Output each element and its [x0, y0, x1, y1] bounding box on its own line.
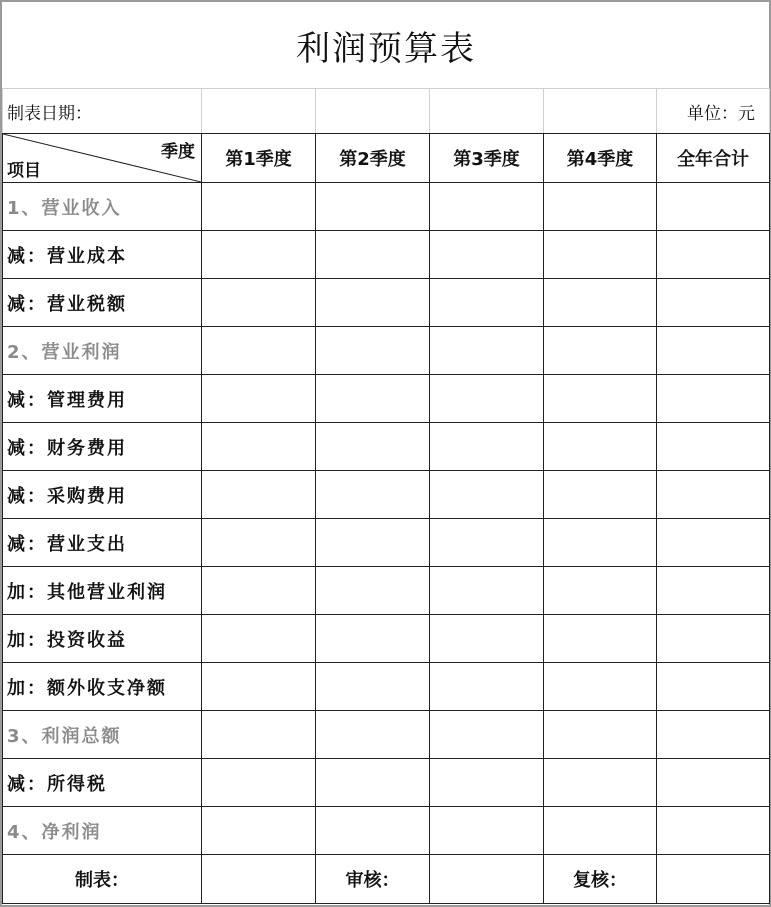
value-cell[interactable]: [202, 183, 316, 231]
value-cell[interactable]: [657, 663, 770, 711]
row-label: 减：营业支出: [3, 519, 202, 567]
sheet-title: 利润预算表: [3, 2, 770, 89]
value-cell[interactable]: [430, 327, 544, 375]
profit-budget-table: [2, 2, 770, 904]
value-cell[interactable]: [316, 807, 430, 855]
row-label: 减：营业税额: [3, 279, 202, 327]
value-cell[interactable]: [202, 327, 316, 375]
reviewed-by-label: 审核：: [316, 855, 430, 904]
value-cell[interactable]: [316, 375, 430, 423]
value-cell[interactable]: [657, 375, 770, 423]
value-cell[interactable]: [544, 663, 657, 711]
value-cell[interactable]: [430, 711, 544, 759]
value-cell[interactable]: [544, 471, 657, 519]
value-cell[interactable]: [430, 759, 544, 807]
value-cell[interactable]: [657, 567, 770, 615]
value-cell[interactable]: [202, 567, 316, 615]
diagonal-header-cell: [3, 134, 202, 183]
value-cell[interactable]: [316, 183, 430, 231]
row-label: 减：财务费用: [3, 423, 202, 471]
signature-row: [3, 855, 770, 904]
value-cell[interactable]: [430, 375, 544, 423]
row-label: 减：管理费用: [3, 375, 202, 423]
date-label: 制表日期：: [3, 89, 202, 134]
value-cell[interactable]: [657, 519, 770, 567]
value-cell[interactable]: [202, 759, 316, 807]
date-cell[interactable]: [202, 89, 316, 134]
value-cell[interactable]: [657, 807, 770, 855]
table-row: [3, 423, 770, 471]
value-cell[interactable]: [430, 567, 544, 615]
prepared-by-cell[interactable]: [202, 855, 316, 904]
value-cell[interactable]: [316, 519, 430, 567]
row-label: 减：所得税: [3, 759, 202, 807]
value-cell[interactable]: [316, 567, 430, 615]
value-cell[interactable]: [544, 279, 657, 327]
value-cell[interactable]: [430, 663, 544, 711]
value-cell[interactable]: [657, 327, 770, 375]
reviewed-by-cell[interactable]: [430, 855, 544, 904]
value-cell[interactable]: [202, 279, 316, 327]
value-cell[interactable]: [316, 711, 430, 759]
meta-cell[interactable]: [316, 89, 430, 134]
value-cell[interactable]: [316, 327, 430, 375]
value-cell[interactable]: [657, 615, 770, 663]
rechecked-by-label: 复核：: [544, 855, 657, 904]
rechecked-by-cell[interactable]: [657, 855, 770, 904]
value-cell[interactable]: [316, 615, 430, 663]
unit-label: 单位：元: [657, 89, 770, 134]
row-label: 加：额外收支净额: [3, 663, 202, 711]
row-label: 2、营业利润: [3, 327, 202, 375]
table-row: [3, 567, 770, 615]
row-label: 减：营业成本: [3, 231, 202, 279]
table-row: [3, 231, 770, 279]
prepared-by-label: 制表：: [3, 855, 202, 904]
value-cell[interactable]: [657, 423, 770, 471]
value-cell[interactable]: [202, 375, 316, 423]
value-cell[interactable]: [202, 807, 316, 855]
table-row: [3, 663, 770, 711]
meta-cell[interactable]: [544, 89, 657, 134]
value-cell[interactable]: [430, 231, 544, 279]
row-label: 加：其他营业利润: [3, 567, 202, 615]
header-quarter-label: 季度: [161, 142, 195, 162]
value-cell[interactable]: [430, 519, 544, 567]
row-label: 减：采购费用: [3, 471, 202, 519]
value-cell[interactable]: [657, 711, 770, 759]
table-row: [3, 759, 770, 807]
value-cell[interactable]: [316, 279, 430, 327]
column-header: 第4季度: [544, 134, 657, 183]
table-row: [3, 327, 770, 375]
value-cell[interactable]: [657, 183, 770, 231]
table-row: [3, 279, 770, 327]
value-cell[interactable]: [202, 519, 316, 567]
row-label: 3、利润总额: [3, 711, 202, 759]
value-cell[interactable]: [316, 423, 430, 471]
table-row: [3, 711, 770, 759]
meta-cell[interactable]: [430, 89, 544, 134]
value-cell[interactable]: [430, 423, 544, 471]
value-cell[interactable]: [316, 471, 430, 519]
header-item-label: 项目: [7, 161, 41, 181]
value-cell[interactable]: [430, 807, 544, 855]
value-cell[interactable]: [316, 663, 430, 711]
row-label: 4、净利润: [3, 807, 202, 855]
value-cell[interactable]: [202, 231, 316, 279]
column-header: 全年合计: [657, 134, 770, 183]
value-cell[interactable]: [544, 231, 657, 279]
value-cell[interactable]: [316, 759, 430, 807]
table-row: [3, 519, 770, 567]
column-header: 第1季度: [202, 134, 316, 183]
value-cell[interactable]: [544, 519, 657, 567]
value-cell[interactable]: [657, 231, 770, 279]
value-cell[interactable]: [544, 615, 657, 663]
table-row: [3, 375, 770, 423]
table-row: [3, 471, 770, 519]
value-cell[interactable]: [430, 183, 544, 231]
table-row: [3, 807, 770, 855]
value-cell[interactable]: [544, 567, 657, 615]
value-cell[interactable]: [202, 663, 316, 711]
value-cell[interactable]: [657, 471, 770, 519]
value-cell[interactable]: [316, 231, 430, 279]
value-cell[interactable]: [544, 375, 657, 423]
value-cell[interactable]: [544, 423, 657, 471]
column-header: 第2季度: [316, 134, 430, 183]
value-cell[interactable]: [657, 279, 770, 327]
value-cell[interactable]: [544, 711, 657, 759]
value-cell[interactable]: [202, 423, 316, 471]
table-row: [3, 183, 770, 231]
value-cell[interactable]: [657, 759, 770, 807]
value-cell[interactable]: [544, 183, 657, 231]
value-cell[interactable]: [544, 807, 657, 855]
table-row: [3, 615, 770, 663]
row-label: 加：投资收益: [3, 615, 202, 663]
value-cell[interactable]: [430, 615, 544, 663]
value-cell[interactable]: [544, 327, 657, 375]
value-cell[interactable]: [430, 279, 544, 327]
value-cell[interactable]: [202, 471, 316, 519]
value-cell[interactable]: [544, 759, 657, 807]
row-label: 1、营业收入: [3, 183, 202, 231]
value-cell[interactable]: [430, 471, 544, 519]
value-cell[interactable]: [202, 615, 316, 663]
value-cell[interactable]: [202, 711, 316, 759]
column-header: 第3季度: [430, 134, 544, 183]
